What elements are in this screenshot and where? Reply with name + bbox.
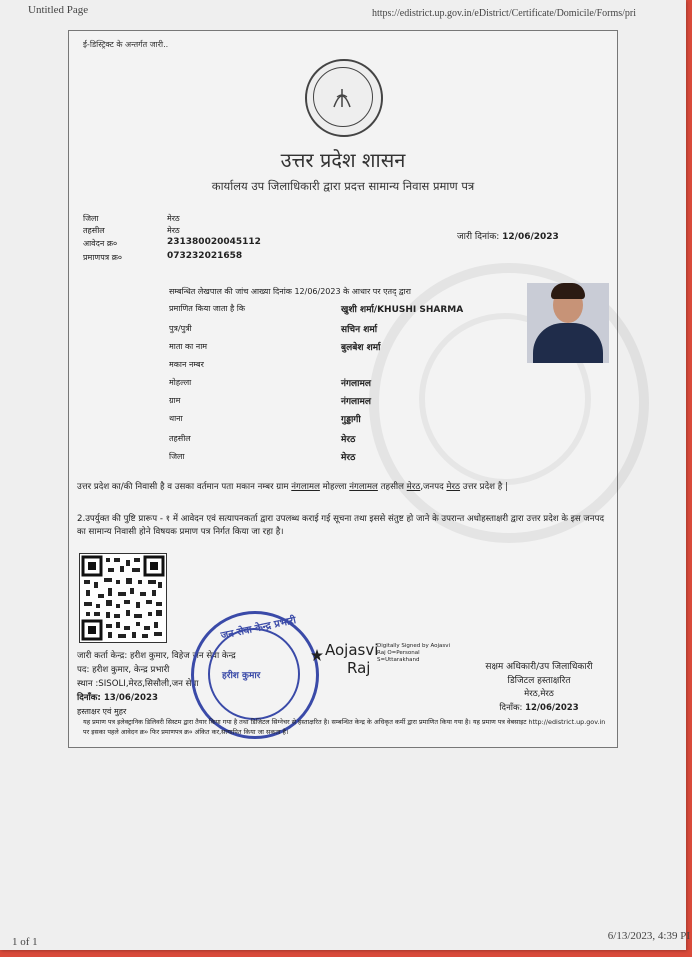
field-label-police-station: थाना xyxy=(169,414,183,423)
qr-code xyxy=(79,553,167,643)
certificate-title: उत्तर प्रदेश शासन xyxy=(280,148,406,172)
digital-sign-info-1: Digitally Signed by Aojasvi xyxy=(377,643,451,649)
meta-label-district: जिला xyxy=(83,214,99,223)
field-value-police-station: गुड्डागी xyxy=(341,415,361,425)
field-value-name: खुशी शर्मा/KHUSHI SHARMA xyxy=(341,305,464,315)
meta-label-application-no: आवेदन क्र० xyxy=(83,239,118,248)
field-value-locality: नंगलामल xyxy=(341,379,371,389)
issuer-sign-label: हस्ताक्षर एवं मुहर xyxy=(77,707,127,716)
issue-date xyxy=(457,229,559,242)
meta-value-application-no: 231380020045112 xyxy=(167,237,261,247)
issue-date-value: 12/06/2023 xyxy=(502,232,559,242)
meta-value-tehsil: मेरठ xyxy=(167,226,180,235)
meta-label-certificate-no: प्रमाणपत्र क्र० xyxy=(83,253,122,262)
issuer-post: पद: हरीश कुमार, केन्द्र प्रभारी xyxy=(77,665,170,675)
digital-signer-first: Aojasvi xyxy=(325,641,379,659)
residence-paragraph: उत्तर प्रदेश का/की निवासी है व उसका वर्तमान पता मकान नम्बर ग्राम नंगलामल मोहल्ला नंगलामल तहसील मेरठ,जनपद मेरठ उत्तर प्रदेश है | xyxy=(77,482,508,492)
meta-value-district: मेरठ xyxy=(167,214,180,223)
field-label-village: ग्राम xyxy=(169,396,181,405)
meta-value-certificate-no: 073232021658 xyxy=(167,251,243,261)
field-value-mother: बुलबेश शर्मा xyxy=(341,343,381,353)
authority-date: दिनाँक: 12/06/2023 xyxy=(499,703,579,713)
page-count: 1 of 1 xyxy=(12,936,38,948)
issue-date-label: जारी दिनांक: xyxy=(457,232,500,242)
field-label-mother: माता का नाम xyxy=(169,342,208,351)
print-header xyxy=(0,0,686,26)
applicant-photo xyxy=(527,283,609,363)
intro-line: सम्बन्धित लेखपाल की जांच आख्या दिनांक 12/06/2023 के आधार पर एतद् द्वारा xyxy=(169,287,411,296)
certificate-subtitle: कार्यालय उप जिलाधिकारी द्वारा प्रदत्त सामान्य निवास प्रमाण पत्र xyxy=(211,179,475,193)
meta-label-tehsil: तहसील xyxy=(83,226,105,235)
page-title: Untitled Page xyxy=(28,4,89,16)
field-value-parent: सचिन शर्मा xyxy=(341,325,378,335)
field-label-house-no: मकान नम्बर xyxy=(169,360,204,369)
field-label-district: जिला xyxy=(169,452,185,461)
issuer-date: दिनाँक: 13/06/2023 xyxy=(77,693,158,703)
stamp-text: जन सेवा केन्द्र प्रभारी xyxy=(220,615,298,642)
certificate xyxy=(68,30,618,748)
field-value-district: मेरठ xyxy=(341,453,356,463)
authority-location: मेरठ,मेरठ xyxy=(524,689,554,699)
up-emblem-icon xyxy=(305,59,383,137)
digital-sign-info-3: S=Uttarakhand xyxy=(377,657,420,663)
field-value-village: नंगलामल xyxy=(341,397,371,407)
print-footer xyxy=(0,922,692,950)
print-datetime: 6/13/2023, 4:39 PI xyxy=(607,930,690,942)
digital-sign-info-2: Raj O=Personal xyxy=(377,650,420,656)
field-label-name: प्रमाणित किया जाता है कि xyxy=(169,304,246,313)
top-note: ई-डिस्ट्रिक्ट के अन्तर्गत जारी.. xyxy=(83,40,169,49)
footer-note: यह प्रमाण पत्र इलेक्ट्रानिक डिलिवरी सिस्टम द्वारा तैयार किया गया है तथा डिजिटल सिग्नेचर से हस्ताक्षरित है। सम्बन्धित केन्द्र के अधिकृत कर्मी द्वारा प्रमाणित किया गया है। यह प्रमाण पत्र वेबसाइट http://edistrict.up.gov.in पर इसका पहले आवेदन क्र० फिर प्रमाणपत्र क्र० अंकित कर,सत्यापित किया जा सकता है। xyxy=(83,718,606,736)
issuer-center: जारी कर्ता केन्द्र: हरीश कुमार, विहेज जन सेवा केन्द्र xyxy=(77,651,236,661)
digital-signer-last: Raj xyxy=(347,659,371,677)
page-url: https://edistrict.up.gov.in/eDistrict/Certificate/Domicile/Forms/pri xyxy=(372,8,637,19)
field-value-tehsil: मेरठ xyxy=(341,435,356,445)
field-label-locality: मोहल्ला xyxy=(169,378,192,387)
signature-star-icon xyxy=(311,649,323,661)
confirmation-paragraph: 2.उपर्युक्त की पुष्टि प्रारूप - १ में आवेदन एवं सत्यापनकर्ता द्वारा उपलब्ध कराई गई सूचना तथा इससे संतुष्ट हो जाने के उपरान्त अधोहस्ताक्षरी द्वारा उत्तर प्रदेश के इस जनपद का सामान्य निवासी होने विषयक प्रमाण पत्र निर्गत किया जा रहा है। xyxy=(77,514,605,537)
stamp-name: हरीश कुमार xyxy=(222,671,261,681)
authority-digital: डिजिटल हस्ताक्षरित xyxy=(507,676,571,686)
field-label-tehsil: तहसील xyxy=(169,434,191,443)
issuer-place: स्थान :SISOLI,मेरठ,सिसौली,जन सेवा xyxy=(77,679,199,689)
authority-title: सक्षम अधिकारी/उप जिलाधिकारी xyxy=(485,662,593,672)
field-label-parent: पुत्र/पुत्री xyxy=(169,324,192,333)
